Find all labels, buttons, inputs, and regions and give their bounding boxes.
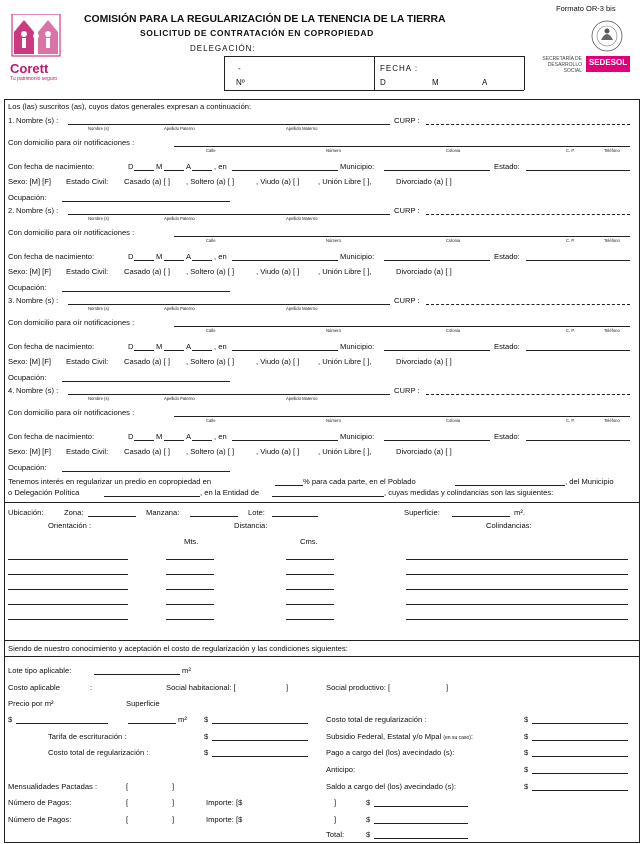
saldo-field[interactable] (532, 790, 628, 791)
pago-dollar: $ (524, 748, 529, 757)
social-hab-close: ] (286, 683, 289, 692)
person-2-viudo-option[interactable]: , Viudo (a) [ ] (256, 267, 300, 276)
subsidio-label (326, 732, 473, 741)
corett-logo (8, 14, 64, 82)
fecha-d: D (380, 78, 386, 87)
superficie2-label: Superficie (126, 699, 160, 708)
colindancias-label: Colindancias: (486, 521, 532, 530)
person-1-number: 1. (8, 116, 15, 125)
person-3-ocupacion-field[interactable] (62, 381, 230, 382)
costs-intro-rule (4, 656, 640, 657)
corett-logo-text: Corett (10, 61, 49, 76)
mts-field-2[interactable] (166, 574, 214, 575)
person-4-sub-telefono: Teléfono (604, 418, 620, 423)
saldo-label: Saldo a cargo del (los) avecindado (s): (326, 782, 457, 791)
person-2-number: 2. (8, 206, 15, 215)
delegacion-politica-field[interactable] (104, 496, 200, 497)
person-3-number: 3. (8, 296, 15, 305)
social-prod-close: ] (446, 683, 449, 692)
total-a-dollar: $ (204, 715, 209, 724)
total-field[interactable] (374, 838, 468, 839)
precio-dollar: $ (8, 715, 13, 724)
social-hab-label: Social habitacional: [ (166, 683, 236, 692)
person-4-viudo-option[interactable]: , Viudo (a) [ ] (256, 447, 300, 456)
precio-label: Precio por m² (8, 699, 54, 708)
person-4-curp-field[interactable] (426, 394, 630, 395)
person-2-nombre-field[interactable] (68, 214, 390, 215)
orientacion-label: Orientación : (48, 521, 92, 530)
lote-label: Lote: (248, 508, 265, 517)
person-3-sexo-label: Sexo: [M] [F] (8, 357, 52, 366)
mts-field-4[interactable] (166, 604, 214, 605)
person-4-municipio-field[interactable] (384, 440, 490, 441)
person-1-nombre-field[interactable] (68, 124, 390, 125)
interest-line1b: % para cada parte, en el Poblado (303, 477, 416, 486)
person-2-nombre-label: Nombre (s) : (16, 206, 59, 215)
subsidio-small: (en su caso) (443, 735, 471, 741)
corett-houses-icon (8, 14, 64, 62)
person-1-sub-calle: Calle (206, 148, 216, 153)
fecha-m: M (432, 78, 439, 87)
person-1-fecha-a-field[interactable] (192, 170, 212, 171)
person-3-municipio-field[interactable] (384, 350, 490, 351)
person-3-fecha-label: Con fecha de nacimiento: (8, 342, 95, 351)
person-2-municipio-label: Municipio: (340, 252, 375, 261)
importe-1-field[interactable] (374, 806, 468, 807)
mts-field-3[interactable] (166, 589, 214, 590)
person-3-en-label: , en (214, 342, 227, 351)
importe-2-label: Importe: [$ (206, 815, 243, 824)
num-pagos-2-close: ] (172, 815, 175, 824)
person-2-fecha-m-field[interactable] (164, 260, 184, 261)
anticipo-dollar: $ (524, 765, 529, 774)
person-2-fecha-a: A (186, 252, 192, 261)
person-4-estado-field[interactable] (526, 440, 630, 441)
person-2-soltero-option[interactable]: , Soltero (a) [ ] (186, 267, 235, 276)
orientacion-field-1[interactable] (8, 559, 128, 560)
total-dollar: $ (366, 830, 371, 839)
person-3-sub-colonia: Colonia (446, 328, 461, 333)
costo-total2-dollar: $ (204, 748, 209, 757)
cms-field-4[interactable] (286, 604, 334, 605)
person-3-sub-paterno: Apellido Paterno (164, 306, 195, 311)
frame-top (4, 99, 640, 100)
superficie-label: Superficie: (404, 508, 440, 517)
frame-left (4, 99, 5, 842)
person-2-curp-field[interactable] (426, 214, 630, 215)
distancia-label: Distancia: (234, 521, 268, 530)
costo-total2-label: Costo total de regularización : (48, 748, 149, 757)
person-2-estado-label: Estado: (494, 252, 520, 261)
form-title: COMISIÓN PARA LA REGULARIZACIÓN DE LA TENENCIA DE LA TIERRA (84, 14, 446, 25)
person-2-domicilio-label: Con domicilio para oír notificaciones : (8, 228, 135, 237)
person-1-sub-telefono: Teléfono (604, 148, 620, 153)
orientacion-field-3[interactable] (8, 589, 128, 590)
num-pagos-1-label: Número de Pagos: (8, 798, 72, 807)
person-2-estado-field[interactable] (526, 260, 630, 261)
person-3-sub-telefono: Teléfono (604, 328, 620, 333)
person-1-estado-field[interactable] (526, 170, 630, 171)
cms-field-1[interactable] (286, 559, 334, 560)
pago-label: Pago a cargo del (los) avecindado (s): (326, 748, 455, 757)
lote-tipo-field[interactable] (94, 674, 180, 675)
importe-2-dollar: $ (366, 815, 371, 824)
anticipo-label: Anticipo: (326, 765, 356, 774)
interest-line2c: , cuyas medidas y colindancias son las siguientes: (384, 488, 554, 497)
colindancias-field-1[interactable] (406, 559, 628, 560)
cms-field-3[interactable] (286, 589, 334, 590)
person-1-ocupacion-label: Ocupación: (8, 193, 47, 202)
person-3-curp-field[interactable] (426, 304, 630, 305)
person-3-curp-label: CURP : (394, 296, 420, 305)
person-4-sexo-label: Sexo: [M] [F] (8, 447, 52, 456)
colindancias-field-4[interactable] (406, 604, 628, 605)
num-pagos-2-open: [ (126, 815, 129, 824)
person-1-estado-civil-label: Estado Civil: (66, 177, 109, 186)
interest-percent-field[interactable] (275, 485, 303, 486)
entidad-field[interactable] (272, 496, 384, 497)
person-4-ocupacion-field[interactable] (62, 471, 230, 472)
person-1-viudo-option[interactable]: , Viudo (a) [ ] (256, 177, 300, 186)
interest-line1c: , del Municipio (565, 477, 614, 486)
social-prod-label: Social productivo: [ (326, 683, 391, 692)
person-2-domicilio-field[interactable] (174, 236, 630, 237)
person-1-en-label: , en (214, 162, 227, 171)
divider-1 (4, 502, 640, 503)
person-2-ocupacion-label: Ocupación: (8, 283, 47, 292)
colindancias-field-5[interactable] (406, 619, 628, 620)
fecha-a: A (482, 78, 488, 87)
importe-2-close: ] (334, 815, 337, 824)
person-4-sub-cp: C. P. (566, 418, 575, 423)
person-2-sub-telefono: Teléfono (604, 238, 620, 243)
mts-label: Mts. (184, 537, 199, 546)
fecha-label: FECHA : (380, 64, 419, 73)
superficie2-field[interactable] (128, 723, 176, 724)
costo-aplicable-colon: : (90, 683, 93, 692)
tarifa-label: Tarifa de escrituración : (48, 732, 127, 741)
orientacion-field-5[interactable] (8, 619, 128, 620)
mts-field-5[interactable] (166, 619, 214, 620)
person-1-fecha-d-field[interactable] (134, 170, 154, 171)
person-2-municipio-field[interactable] (384, 260, 490, 261)
person-4-municipio-label: Municipio: (340, 432, 375, 441)
person-4-sub-materno: Apellido Materno (286, 396, 318, 401)
interest-line1a: Tenemos interés en regularizar un predio en copropiedad en (8, 477, 212, 486)
person-2-sub-colonia: Colonia (446, 238, 461, 243)
tarifa-field[interactable] (212, 740, 308, 741)
person-2-fecha-a-field[interactable] (192, 260, 212, 261)
importe-1-close: ] (334, 798, 337, 807)
person-1-union-option[interactable]: , Unión Libre [ ], (318, 177, 372, 186)
person-2-divorciado-option[interactable]: Divorciado (a) [ ] (396, 267, 452, 276)
person-3-sub-calle: Calle (206, 328, 216, 333)
mensualidades-open: [ (126, 782, 129, 791)
person-2-fecha-d-field[interactable] (134, 260, 154, 261)
ubicacion-label: Ubicación: (8, 508, 44, 517)
intro-text: Los (las) suscritos (as), cuyos datos generales expresan a continuación: (8, 102, 252, 111)
form-subtitle: SOLICITUD DE CONTRATACIÓN EN COPROPIEDAD (140, 28, 374, 38)
num-pagos-1-open: [ (126, 798, 129, 807)
subsidio-dollar: $ (524, 732, 529, 741)
person-3-fecha-d: D (128, 342, 134, 351)
person-3-ocupacion-label: Ocupación: (8, 373, 47, 382)
importe-1-label: Importe: [$ (206, 798, 243, 807)
person-3-domicilio-field[interactable] (174, 326, 630, 327)
pago-field[interactable] (532, 756, 628, 757)
person-4-union-option[interactable]: , Unión Libre [ ], (318, 447, 372, 456)
frame-right (639, 99, 640, 842)
header-box-left (224, 56, 225, 90)
person-3-fecha-a-field[interactable] (192, 350, 212, 351)
person-3-fecha-d-field[interactable] (134, 350, 154, 351)
header-box-mid (374, 56, 375, 90)
person-2-curp-label: CURP : (394, 206, 420, 215)
person-4-fecha-m-field[interactable] (164, 440, 184, 441)
person-3-estado-label: Estado: (494, 342, 520, 351)
person-4-domicilio-field[interactable] (174, 416, 630, 417)
person-3-sub-nombre: Nombre (s) (88, 306, 109, 311)
person-2-estado-civil-label: Estado Civil: (66, 267, 109, 276)
person-3-casado-option[interactable]: Casado (a) [ ] (124, 357, 171, 366)
num-pagos-2-label: Número de Pagos: (8, 815, 72, 824)
secretaria-text: SECRETARÍA DE (542, 56, 582, 62)
person-1-curp-label: CURP : (394, 116, 420, 125)
person-3-municipio-label: Municipio: (340, 342, 375, 351)
person-3-sub-numero: Número (326, 328, 341, 333)
person-3-nombre-field[interactable] (68, 304, 390, 305)
person-4-nombre-field[interactable] (68, 394, 390, 395)
person-1-fecha-m: M (156, 162, 163, 171)
person-1-fecha-m-field[interactable] (164, 170, 184, 171)
person-4-sub-calle: Calle (206, 418, 216, 423)
person-1-fecha-label: Con fecha de nacimiento: (8, 162, 95, 171)
person-4-estado-civil-label: Estado Civil: (66, 447, 109, 456)
person-1-municipio-field[interactable] (384, 170, 490, 171)
numero-label: Nº (236, 78, 245, 87)
person-4-en-label: , en (214, 432, 227, 441)
person-2-en-label: , en (214, 252, 227, 261)
person-4-curp-label: CURP : (394, 386, 420, 395)
person-1-curp-field[interactable] (426, 124, 630, 125)
person-3-nombre-label: Nombre (s) : (16, 296, 59, 305)
person-2-fecha-label: Con fecha de nacimiento: (8, 252, 95, 261)
person-1-sub-nombre: Nombre (s) (88, 126, 109, 131)
person-3-sub-materno: Apellido Materno (286, 306, 318, 311)
person-4-casado-option[interactable]: Casado (a) [ ] (124, 447, 171, 456)
person-4-estado-label: Estado: (494, 432, 520, 441)
orientacion-field-4[interactable] (8, 604, 128, 605)
person-3-soltero-option[interactable]: , Soltero (a) [ ] (186, 357, 235, 366)
tarifa-dollar: $ (204, 732, 209, 741)
subsidio-text: Subsidio Federal, Estatal y/o Mpal (326, 732, 442, 741)
person-4-number: 4. (8, 386, 15, 395)
person-4-divorciado-option[interactable]: Divorciado (a) [ ] (396, 447, 452, 456)
precio-field[interactable] (16, 723, 108, 724)
person-4-sub-colonia: Colonia (446, 418, 461, 423)
mensualidades-label: Mensualidades Pactadas : (8, 782, 98, 791)
colindancias-field-2[interactable] (406, 574, 628, 575)
lote-tipo-label: Lote tipo aplicable: (8, 666, 72, 675)
cms-label: Cms. (300, 537, 318, 546)
mts-field-1[interactable] (166, 559, 214, 560)
person-3-domicilio-label: Con domicilio para oír notificaciones : (8, 318, 135, 327)
person-2-sub-calle: Calle (206, 238, 216, 243)
person-1-domicilio-field[interactable] (174, 146, 630, 147)
person-2-sexo-label: Sexo: [M] [F] (8, 267, 52, 276)
person-3-divorciado-option[interactable]: Divorciado (a) [ ] (396, 357, 452, 366)
person-4-sub-paterno: Apellido Paterno (164, 396, 195, 401)
subsidio-field[interactable] (532, 740, 628, 741)
person-2-sub-materno: Apellido Materno (286, 216, 318, 221)
manzana-field[interactable] (190, 516, 238, 517)
mensualidades-close: ] (172, 782, 175, 791)
divider-2 (4, 640, 640, 641)
saldo-dollar: $ (524, 782, 529, 791)
superficie-field[interactable] (452, 516, 510, 517)
person-1-municipio-label: Municipio: (340, 162, 375, 171)
manzana-label: Manzana: (146, 508, 180, 517)
person-3-viudo-option[interactable]: , Viudo (a) [ ] (256, 357, 300, 366)
person-4-soltero-option[interactable]: , Soltero (a) [ ] (186, 447, 235, 456)
lote-field[interactable] (272, 516, 318, 517)
person-2-union-option[interactable]: , Unión Libre [ ], (318, 267, 372, 276)
person-2-sub-nombre: Nombre (s) (88, 216, 109, 221)
costo-total2-field[interactable] (212, 756, 308, 757)
costo-total-dollar: $ (524, 715, 529, 724)
poblado-field[interactable] (455, 485, 565, 486)
person-4-ocupacion-label: Ocupación: (8, 463, 47, 472)
person-4-fecha-label: Con fecha de nacimiento: (8, 432, 95, 441)
costo-total-label: Costo total de regularización : (326, 715, 427, 724)
person-1-sub-numero: Número (326, 148, 341, 153)
interest-line2b: , en la Entidad de (200, 488, 260, 497)
person-4-nombre-label: Nombre (s) : (16, 386, 59, 395)
person-2-ocupacion-field[interactable] (62, 291, 230, 292)
person-1-estado-label: Estado: (494, 162, 520, 171)
num-pagos-1-close: ] (172, 798, 175, 807)
person-3-estado-civil-label: Estado Civil: (66, 357, 109, 366)
person-1-sub-cp: C. P. (566, 148, 575, 153)
person-1-sub-colonia: Colonia (446, 148, 461, 153)
person-4-sub-numero: Número (326, 418, 341, 423)
costo-total-field[interactable] (532, 723, 628, 724)
person-2-casado-option[interactable]: Casado (a) [ ] (124, 267, 171, 276)
delegacion-label: DELEGACIÓN: (190, 44, 256, 53)
form-code: Formato OR-3 bis (556, 4, 616, 13)
person-2-sub-paterno: Apellido Paterno (164, 216, 195, 221)
person-3-fecha-m: M (156, 342, 163, 351)
person-1-en-field[interactable] (232, 170, 338, 171)
person-1-domicilio-label: Con domicilio para oír notificaciones : (8, 138, 135, 147)
colindancias-field-3[interactable] (406, 589, 628, 590)
header-box-bottom (224, 90, 524, 91)
anticipo-field[interactable] (532, 773, 628, 774)
sedesol-badge: SEDESOL (586, 56, 630, 72)
person-1-fecha-a: A (186, 162, 192, 171)
dot-label: - (238, 64, 241, 73)
person-2-fecha-m: M (156, 252, 163, 261)
person-2-sub-cp: C. P. (566, 238, 575, 243)
lote-tipo-m2: m² (182, 666, 191, 675)
person-2-fecha-d: D (128, 252, 134, 261)
zona-field[interactable] (88, 516, 136, 517)
person-4-fecha-d: D (128, 432, 134, 441)
cms-field-2[interactable] (286, 574, 334, 575)
social-text: SOCIAL (563, 68, 582, 74)
person-1-sub-materno: Apellido Materno (286, 126, 318, 131)
person-1-sexo-label: Sexo: [M] [F] (8, 177, 52, 186)
importe-2-field[interactable] (374, 823, 468, 824)
person-4-fecha-a: A (186, 432, 192, 441)
importe-1-dollar: $ (366, 798, 371, 807)
superficie2-m2: m² (178, 715, 187, 724)
frame-bottom (4, 842, 640, 843)
costo-aplicable-label: Costo aplicable (8, 683, 60, 692)
seal-icon (590, 20, 624, 52)
person-1-nombre-label: Nombre (s) : (16, 116, 59, 125)
person-1-ocupacion-field[interactable] (62, 201, 230, 202)
person-4-domicilio-label: Con domicilio para oír notificaciones : (8, 408, 135, 417)
orientacion-field-2[interactable] (8, 574, 128, 575)
person-4-en-field[interactable] (232, 440, 338, 441)
desarrollo-text: DESARROLLO (547, 62, 582, 68)
person-1-sub-paterno: Apellido Paterno (164, 126, 195, 131)
person-2-en-field[interactable] (232, 260, 338, 261)
person-3-sub-cp: C. P. (566, 328, 575, 333)
person-3-fecha-m-field[interactable] (164, 350, 184, 351)
person-3-estado-field[interactable] (526, 350, 630, 351)
person-1-soltero-option[interactable]: , Soltero (a) [ ] (186, 177, 235, 186)
costs-intro: Siendo de nuestro conocimiento y aceptación el costo de regularización y las condiciones siguientes: (8, 644, 348, 653)
total-a-field[interactable] (212, 723, 308, 724)
person-1-fecha-d: D (128, 162, 134, 171)
corett-tagline: Tu patrimonio seguro (10, 76, 58, 82)
interest-line2a: o Delegación Política (8, 488, 80, 497)
person-4-fecha-m: M (156, 432, 163, 441)
subsidio-colon: : (470, 732, 473, 741)
cms-field-5[interactable] (286, 619, 334, 620)
person-3-fecha-a: A (186, 342, 192, 351)
person-4-fecha-d-field[interactable] (134, 440, 154, 441)
total-label: Total: (326, 830, 345, 839)
person-3-en-field[interactable] (232, 350, 338, 351)
person-1-casado-option[interactable]: Casado (a) [ ] (124, 177, 171, 186)
person-4-fecha-a-field[interactable] (192, 440, 212, 441)
zona-label: Zona: (64, 508, 84, 517)
person-2-sub-numero: Número (326, 238, 341, 243)
superficie-m2: m². (514, 508, 525, 517)
header-box-right (524, 56, 525, 90)
person-1-divorciado-option[interactable]: Divorciado (a) [ ] (396, 177, 452, 186)
person-4-sub-nombre: Nombre (s) (88, 396, 109, 401)
person-3-union-option[interactable]: , Unión Libre [ ], (318, 357, 372, 366)
